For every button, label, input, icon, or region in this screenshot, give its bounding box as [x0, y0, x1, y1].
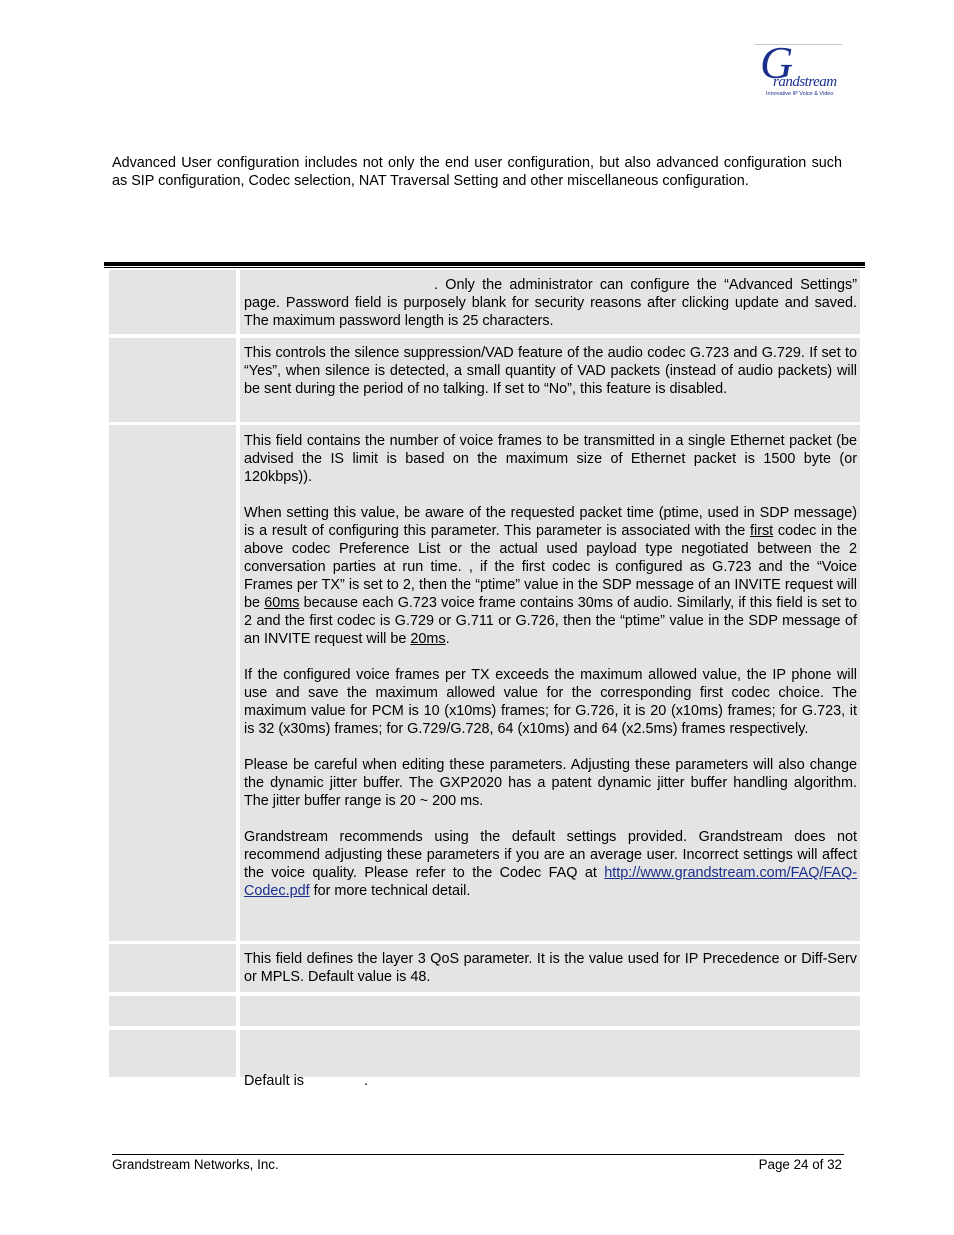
description-text: Default is .: [244, 1073, 368, 1089]
description-text: [244, 432, 857, 900]
codec-faq-link[interactable]: http://www.grandstream.com/FAQ/FAQ-Codec.pdf: [244, 865, 857, 899]
table-row: [109, 425, 860, 941]
description-text: This field defines the layer 3 QoS parameter. It is the value used for IP Precedence or Diff-Serv or MPLS. Default value is 48.: [244, 951, 857, 985]
logo-wordmark: randstream: [773, 74, 837, 90]
voice-frames-para-3: If the configured voice frames per TX exceeds the maximum allowed value, the IP phone will use and save the maximum allowed value for the corresponding first codec choice. The maximum value for PCM is 10 (x10ms) frames; for G.726, it is 20 (x10ms) frames; for G.723, it is 32 (x30ms) frames; for G.729/G.728, 64 (x10ms) and 64 (x2.5ms) frames respectively.: [244, 667, 857, 737]
table-row: [109, 338, 860, 422]
footer-divider: [112, 1154, 844, 1155]
field-name-cell: [109, 338, 236, 422]
field-name-cell: [109, 944, 236, 992]
table-top-rule: [104, 262, 865, 266]
table-top-thin-rule: [104, 267, 865, 268]
footer-company: Grandstream Networks, Inc.: [112, 1157, 279, 1172]
table-row: [109, 996, 860, 1026]
field-name-cell: [109, 425, 236, 941]
voice-frames-para-5: Grandstream recommends using the default settings provided. Grandstream does not recommend adjusting these parameters if you are an average user. Incorrect settings will affect the voice quality. Please refer to the Codec FAQ at http://www.grandstream.com/FAQ/FAQ-Codec.pdf for more technical detail.: [244, 829, 857, 899]
field-name-cell: [109, 270, 236, 334]
table-row: [109, 1030, 860, 1089]
logo-initial: G: [760, 37, 794, 88]
description-text: . Only the administrator can configure the “Advanced Settings” page. Password field is purposely blank for security reasons after clicking update and saved. The maximum password length is 25 characters.: [244, 277, 857, 329]
table-row: [109, 270, 860, 334]
table-row: [109, 944, 860, 992]
logo-tagline: Innovative IP Voice & Video: [766, 91, 834, 97]
field-name-cell: [109, 1030, 236, 1077]
voice-frames-para-2: When setting this value, be aware of the requested packet time (ptime, used in SDP message) is a result of configuring this parameter. This parameter is associated with the first codec in the above codec Preference List or the actual used payload type negotiated between the 2 conversation parties at run time. , if the first codec is configured as G.723 and the “Voice Frames per TX” is set to 2, then the “ptime” value in the SDP message of an INVITE request will be 60ms because each G.723 voice frame contains 30ms of audio. Similarly, if this field is set to 2 and the first codec is G.729 or G.711 or G.726, then the “ptime” value in the SDP message of an INVITE request will be 20ms.: [244, 505, 857, 647]
intro-paragraph: Advanced User configuration includes not only the end user configuration, but also advanced configuration such as SIP configuration, Codec selection, NAT Traversal Setting and other miscellaneous configuration.: [112, 155, 842, 189]
voice-frames-para-1: This field contains the number of voice frames to be transmitted in a single Ethernet packet (be advised the IS limit is based on the maximum size of Ethernet packet is 1500 byte (or 120kbps)).: [244, 433, 857, 485]
page-number: Page 24 of 32: [758, 1157, 842, 1172]
description-text: This controls the silence suppression/VAD feature of the audio codec G.723 and G.729. If set to “Yes”, when silence is detected, a small quantity of VAD packets (instead of audio packets) will be sent during the period of no talking. If set to “No”, this feature is disabled.: [244, 345, 857, 397]
voice-frames-para-4: Please be careful when editing these parameters. Adjusting these parameters will also change the dynamic jitter buffer. The GXP2020 has a patent dynamic jitter buffer handling algorithm. The jitter buffer range is 20 ~ 200 ms.: [244, 757, 857, 809]
field-name-cell: [109, 996, 236, 1026]
